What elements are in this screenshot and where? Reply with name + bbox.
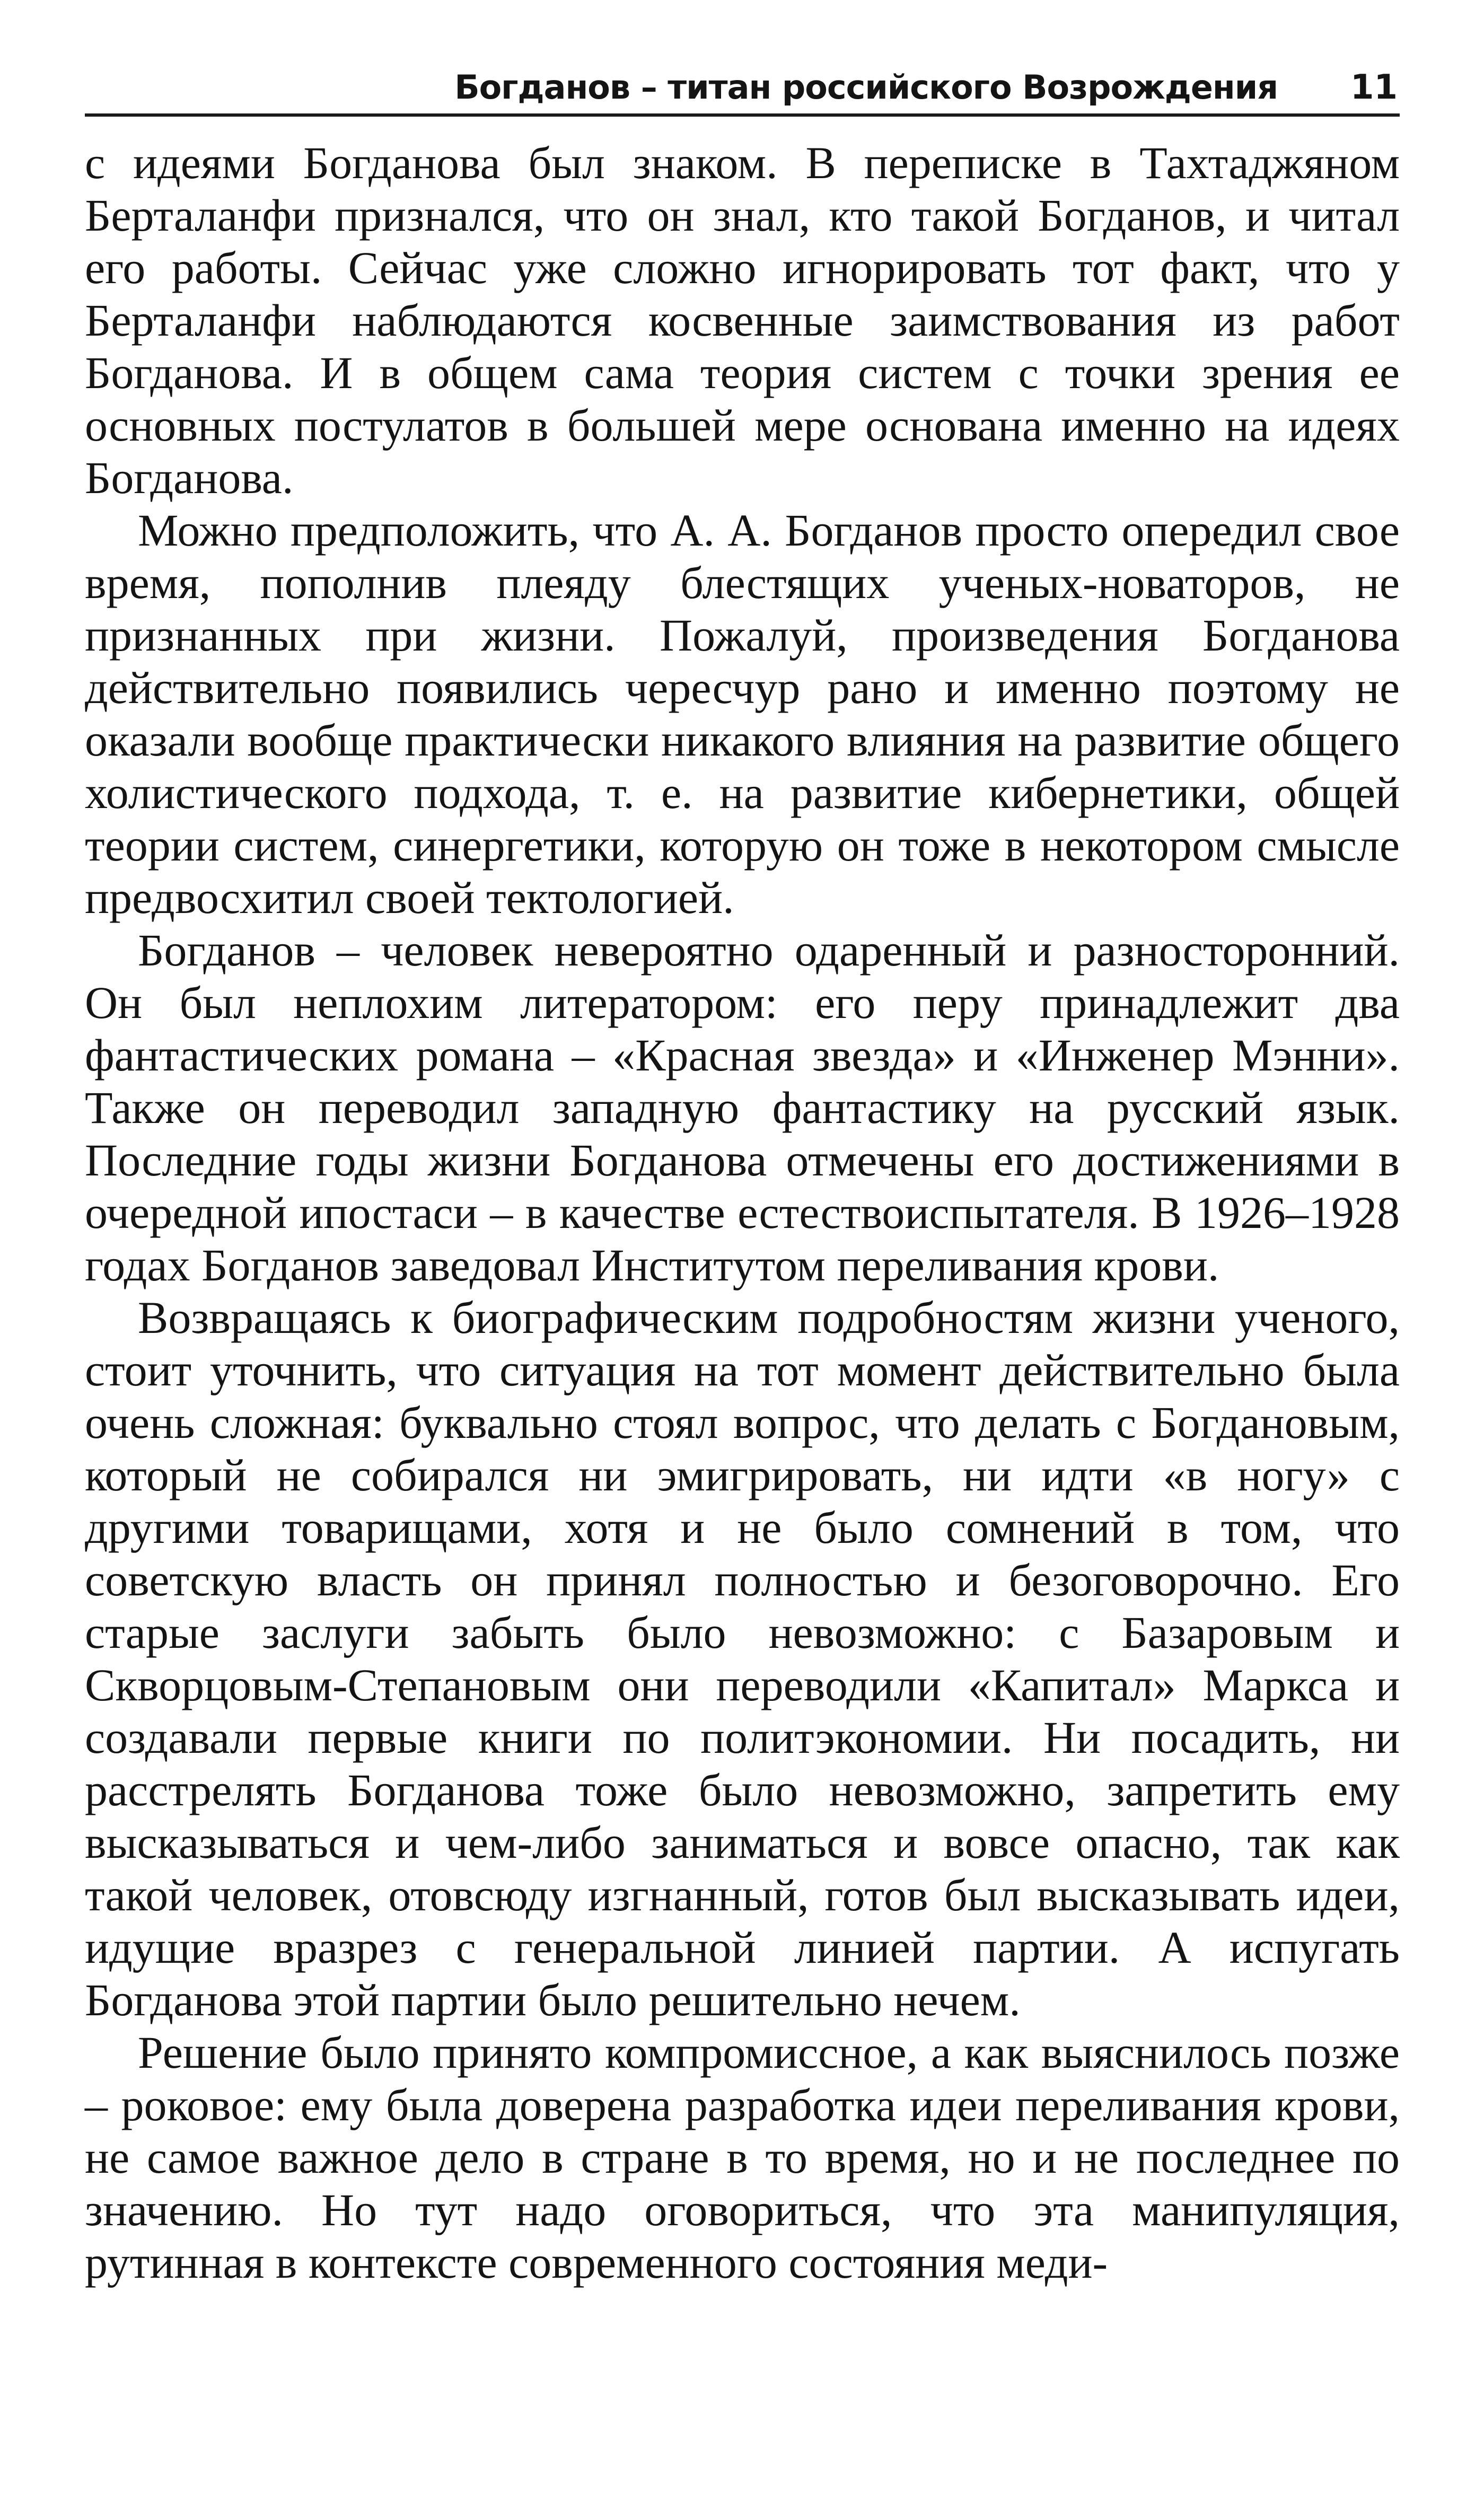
paragraph: Можно предположить, что А. А. Богданов просто опередил свое время, пополнив плеяду блестящих ученых-новаторов, не признанных при жизни. Пожалуй, произведения Богданова действительно появились чересчур рано и именно поэтому не оказали вообще практически никакого влияния на развитие общего холистического подхода, т. е. на развитие кибернетики, общей теории систем, синергетики, которую он тоже в некотором смысле предвосхитил своей тектологией. bbox=[85, 505, 1400, 923]
book-page bbox=[85, 0, 1400, 2502]
running-title: Богданов – титан российского Возрождения bbox=[454, 68, 1278, 107]
page-number: 11 bbox=[1350, 68, 1398, 107]
body-text bbox=[85, 137, 1400, 2289]
running-header bbox=[85, 64, 1400, 117]
paragraph-continued: с идеями Богданова был знаком. В переписке в Тахтаджяном Берталанфи признался, что он знал, кто такой Богданов, и читал его работы. Сейчас уже сложно игнорировать тот факт, что у Берталанфи наблюдаются косвенные заимствования из работ Богданова. И в общем сама теория систем с точки зрения ее основных постулатов в большей мере основана именно на идеях Богданова. bbox=[85, 137, 1400, 503]
paragraph: Возвращаясь к биографическим подробностям жизни ученого, стоит уточнить, что ситуация на тот момент действительно была очень сложная: буквально стоял вопрос, что делать с Богдановым, который не собирался ни эмигрировать, ни идти «в ногу» с другими товарищами, хотя и не было сомнений в том, что советскую власть он принял полностью и безоговорочно. Его старые заслуги забыть было невозможно: с Базаровым и Скворцовым-Степановым они переводили «Капитал» Маркса и создавали первые книги по политэкономии. Ни посадить, ни расстрелять Богданова тоже было невозможно, запретить ему высказываться и чем-либо заниматься и вовсе опасно, так как такой человек, отовсюду изгнанный, готов был высказывать идеи, идущие вразрез с генеральной линией партии. А испугать Богданова этой партии было решительно нечем. bbox=[85, 1292, 1400, 2025]
paragraph: Решение было принято компромиссное, а как выяснилось позже – роковое: ему была доверена разработка идеи переливания крови, не самое важное дело в стране в то время, но и не последнее по значению. Но тут надо оговориться, что эта манипуляция, рутинная в контексте современного состояния меди- bbox=[85, 2027, 1400, 2288]
paragraph: Богданов – человек невероятно одаренный и разносторонний. Он был неплохим литератором: его перу принадлежит два фантастических романа – «Красная звезда» и «Инженер Мэнни». Также он переводил западную фантастику на русский язык. Последние годы жизни Богданова отмечены его достижениями в очередной ипостаси – в качестве естествоиспытателя. В 1926–1928 годах Богданов заведовал Институтом переливания крови. bbox=[85, 925, 1400, 1290]
